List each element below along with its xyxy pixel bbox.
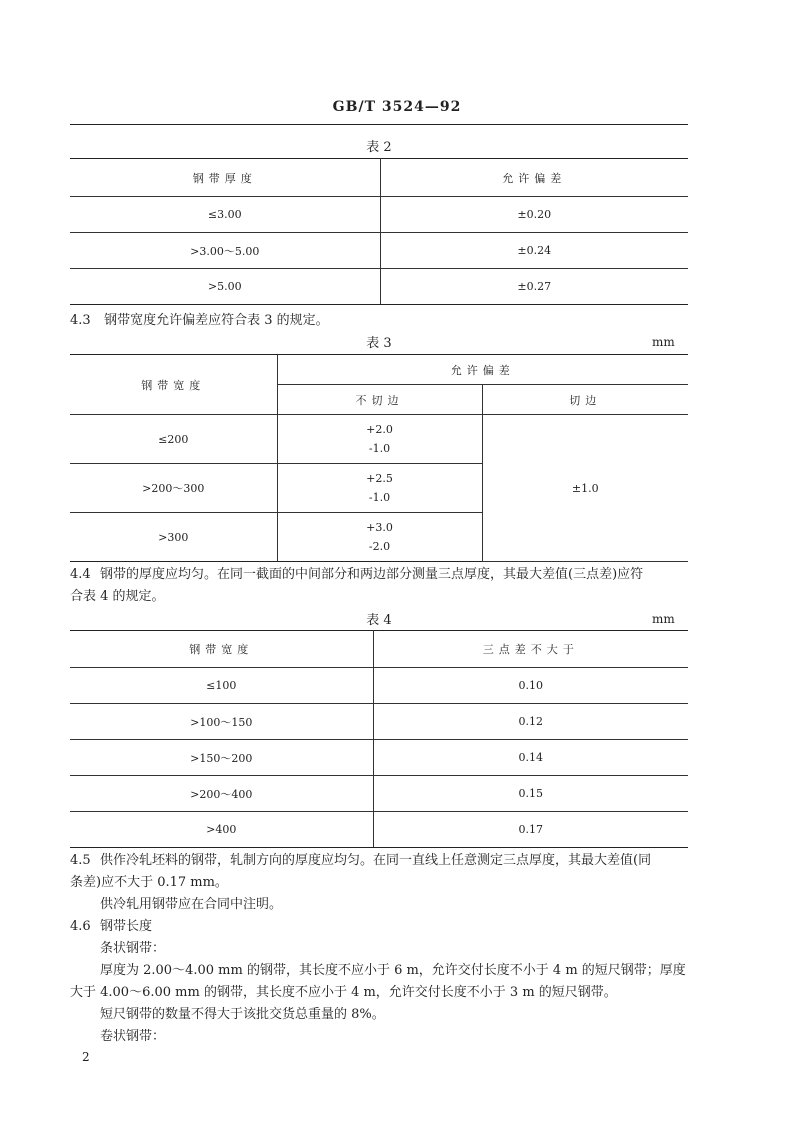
table4-unit: mm xyxy=(652,612,675,626)
section-4-6 xyxy=(70,916,694,1048)
table2-header-tolerance: 允许偏差 xyxy=(380,159,688,197)
lower-tolerance: -2.0 xyxy=(368,540,391,553)
table3 xyxy=(70,354,688,562)
table4-cell: 0.14 xyxy=(373,740,688,776)
section-text-line1: 供作冷轧坯料的钢带，轧制方向的厚度应均匀。在同一直线上任意测定三点厚度，其最大差值(同 xyxy=(100,853,652,868)
section-number: 4.6 xyxy=(70,919,91,934)
table3-cell-uncut xyxy=(277,415,482,464)
subheading-strip: 条状钢带： xyxy=(100,941,166,956)
table3-header-width: 钢带宽度 xyxy=(70,355,277,415)
page-number: 2 xyxy=(82,1050,90,1064)
table2-cell: >3.00～5.00 xyxy=(70,233,380,269)
section-number: 4.4 xyxy=(70,567,91,582)
table2-cell: ±0.20 xyxy=(380,197,688,233)
table2-cell: ≤3.00 xyxy=(70,197,380,233)
table2 xyxy=(70,158,688,305)
table2-caption: 表 2 xyxy=(366,140,392,155)
section-number: 4.3 xyxy=(70,313,91,328)
paragraph-line: 厚度为 2.00～4.00 mm 的钢带，其长度不应小于 6 m，允许交付长度不小于 4 m 的短尺钢带；厚度 xyxy=(100,963,686,978)
paragraph-line: 短尺钢带的数量不得大于该批交货总重量的 8%。 xyxy=(100,1007,385,1022)
table3-cell-width: ≤200 xyxy=(70,415,277,464)
header-rule xyxy=(70,124,688,125)
section-text-line2: 条差)应不大于 0.17 mm。 xyxy=(70,875,228,890)
table2-header-thickness: 钢带厚度 xyxy=(70,159,380,197)
section-text: 钢带宽度允许偏差应符合表 3 的规定。 xyxy=(104,313,329,328)
table2-cell: ±0.27 xyxy=(380,269,688,305)
table4-cell: >400 xyxy=(70,812,373,848)
lower-tolerance: -1.0 xyxy=(368,491,391,504)
table4-cell: 0.10 xyxy=(373,668,688,704)
table3-unit: mm xyxy=(652,335,675,349)
subheading-coil: 卷状钢带： xyxy=(100,1029,166,1044)
section-text-line1: 钢带的厚度应均匀。在同一截面的中间部分和两边部分测量三点厚度，其最大差值(三点差)应符 xyxy=(100,567,644,582)
table4-cell: >200～400 xyxy=(70,776,373,812)
document-header: GB/T 3524—92 xyxy=(332,99,462,115)
table4-caption: 表 4 xyxy=(366,613,392,628)
table3-cell-width: >300 xyxy=(70,513,277,562)
table3-cell-uncut xyxy=(277,464,482,513)
table2-cell: ±0.24 xyxy=(380,233,688,269)
table4-header-difference: 三点差不大于 xyxy=(373,631,688,668)
table4-cell: >150～200 xyxy=(70,740,373,776)
table3-cell-uncut xyxy=(277,513,482,562)
table3-header-uncut: 不切边 xyxy=(277,385,482,415)
table4 xyxy=(70,630,688,848)
table3-cell-cut: ±1.0 xyxy=(482,415,688,562)
table4-cell: >100～150 xyxy=(70,704,373,740)
lower-tolerance: -1.0 xyxy=(368,442,391,455)
section-title: 钢带长度 xyxy=(100,919,153,934)
upper-tolerance: +3.0 xyxy=(366,521,393,534)
table3-header-cut: 切边 xyxy=(482,385,688,415)
upper-tolerance: +2.0 xyxy=(366,423,393,436)
section-4-5 xyxy=(70,850,694,916)
section-text-line2: 合表 4 的规定。 xyxy=(70,589,165,604)
table4-cell: ≤100 xyxy=(70,668,373,704)
table2-cell: >5.00 xyxy=(70,269,380,305)
section-4-4 xyxy=(70,564,694,608)
table3-header-tolerance: 允许偏差 xyxy=(277,355,688,385)
table4-cell: 0.15 xyxy=(373,776,688,812)
table4-cell: 0.12 xyxy=(373,704,688,740)
section-number: 4.5 xyxy=(70,853,91,868)
table4-cell: 0.17 xyxy=(373,812,688,848)
table3-cell-width: >200～300 xyxy=(70,464,277,513)
upper-tolerance: +2.5 xyxy=(366,472,393,485)
section-4-3 xyxy=(70,310,690,332)
paragraph-line: 大于 4.00～6.00 mm 的钢带，其长度不应小于 4 m，允许交付长度不小于 3 m 的短尺钢带。 xyxy=(70,985,617,1000)
section-text-line3: 供冷轧用钢带应在合同中注明。 xyxy=(100,897,283,912)
table4-header-width: 钢带宽度 xyxy=(70,631,373,668)
table3-caption: 表 3 xyxy=(366,336,392,351)
